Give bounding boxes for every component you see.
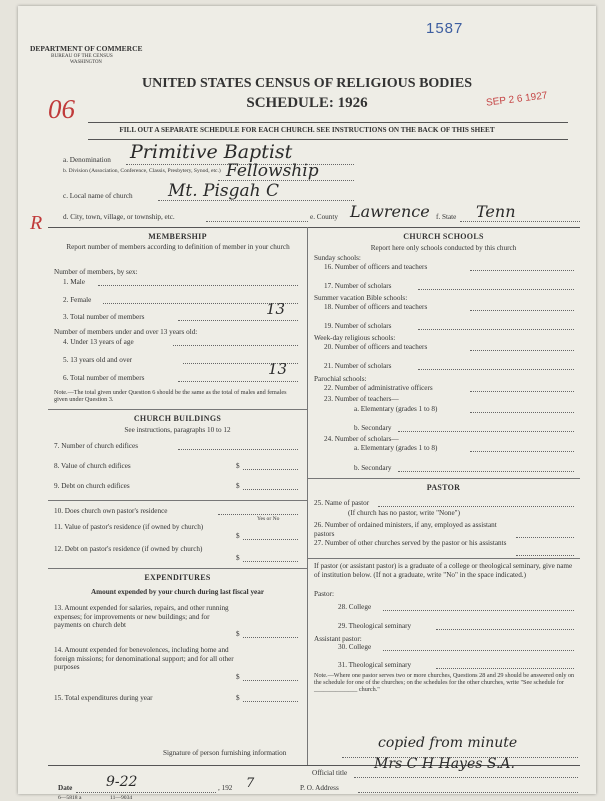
schedule-title: SCHEDULE: 1926: [246, 95, 368, 111]
q16-label: 16. Number of officers and teachers: [324, 263, 428, 271]
q30-label: 30. College: [338, 643, 372, 651]
membership-note: Note.—The total given under Question 6 should be the same as the total of males and females given under Question 3.: [54, 389, 287, 404]
division-label: b. Division (Association, Conference, Classis, Presbytery, Synod, etc.): [63, 168, 221, 174]
department-label: DEPARTMENT OF COMMERCE: [30, 44, 143, 53]
denomination-value: Primitive Baptist: [130, 141, 293, 163]
q14-label: 14. Amount expended for benevolences, including home and foreign missions; for denominational support; and for all other purposes: [54, 646, 234, 672]
handwritten-code: 06: [48, 94, 75, 124]
q28-label: 28. College: [338, 603, 372, 611]
q22-label: 22. Number of administrative officers: [324, 384, 433, 392]
q4-under-13-label: 4. Under 13 years of age: [63, 338, 134, 346]
q21-label: 21. Number of scholars: [324, 362, 392, 370]
q24b-label: b. Secondary: [354, 464, 392, 472]
q8-label: 8. Value of church edifices: [54, 462, 131, 470]
division-value: Fellowship: [226, 161, 319, 181]
yes-no-hint: Yes or No: [257, 516, 280, 522]
bureau-label: BUREAU OF THE CENSUS: [51, 53, 113, 59]
q18-label: 18. Number of officers and teachers: [324, 303, 428, 311]
date-stamp: SEP 2 6 1927: [485, 90, 548, 109]
print-code: 11—9034: [110, 795, 133, 801]
form-code: 6—5818 a: [58, 795, 82, 801]
form-title: UNITED STATES CENSUS OF RELIGIOUS BODIES: [141, 76, 472, 91]
q31-label: 31. Theological seminary: [338, 661, 412, 669]
parochial-schools-label: Parochial schools:: [314, 375, 367, 383]
q23b-label: b. Secondary: [354, 424, 392, 432]
local-name-value: Mt. Pisgah C: [168, 181, 280, 201]
signature-value: copied from minute: [378, 735, 518, 751]
signature-label: Signature of person furnishing information: [163, 749, 287, 757]
county-value: Lawrence: [350, 202, 430, 221]
q27-label: 27. Number of other churches served by the pastor or his assistants: [314, 539, 507, 547]
q14-dollar: $: [236, 673, 240, 681]
pastor-heading: PASTOR: [426, 483, 461, 492]
final-note: Note.—Where one pastor serves two or more churches, Questions 28 and 29 should be answered only on the schedule for one of the churches; on the schedules for the other churches, write "See schedule for ______________ church.": [314, 672, 575, 694]
q2-female-label: 2. Female: [63, 296, 92, 304]
q3-total-value: 13: [266, 300, 286, 318]
assistant-pastor-label: Assistant pastor:: [314, 635, 362, 643]
date-label: Date: [58, 784, 73, 792]
official-title-label: Official title: [312, 769, 348, 777]
graduate-note: If pastor (or assistant pastor) is a graduate of a college or theological seminary, give name of institution below. (If not a graduate, write "No" in the space indicated.): [314, 562, 573, 579]
census-schedule-page: [18, 6, 596, 801]
q25-label: 25. Name of pastor: [314, 499, 370, 507]
members-by-sex-label: Number of members, by sex:: [54, 268, 138, 276]
weekday-schools-label: Week-day religious schools:: [314, 334, 396, 342]
state-value: Tenn: [476, 202, 516, 221]
membership-heading: MEMBERSHIP: [148, 232, 207, 241]
q29-label: 29. Theological seminary: [338, 622, 412, 630]
q12-dollar: $: [236, 554, 240, 562]
schools-subheading: Report here only schools conducted by this church: [370, 244, 517, 252]
q13-label: 13. Amount expended for salaries, repairs, and other running expenses; for improvements or new buildings; and for payments on church debt: [54, 604, 229, 630]
q6-total-value: 13: [268, 360, 288, 378]
membership-subheading: Report number of members according to definition of member in your church: [66, 243, 290, 251]
q20-label: 20. Number of officers and teachers: [324, 343, 428, 351]
sunday-schools-label: Sunday schools:: [314, 254, 361, 262]
city-town-label: d. City, town, village, or township, etc.: [63, 213, 175, 221]
state-label: f. State: [436, 213, 457, 221]
q12-label: 12. Debt on pastor's residence (if owned by church): [54, 545, 203, 553]
q25-note: (If church has no pastor, write "None"): [348, 509, 460, 517]
q3-total-label: 3. Total number of members: [63, 313, 145, 321]
q13-dollar: $: [236, 630, 240, 638]
schools-heading: CHURCH SCHOOLS: [403, 232, 484, 241]
q7-label: 7. Number of church edifices: [54, 442, 139, 450]
pastor-label: Pastor:: [314, 590, 334, 598]
q26-label: 26. Number of ordained ministers, if any, employed as assistant pastors: [314, 521, 497, 538]
instruction-line: FILL OUT A SEPARATE SCHEDULE FOR EACH CHURCH. SEE INSTRUCTIONS ON THE BACK OF THIS SHEET: [119, 126, 495, 134]
local-name-label: c. Local name of church: [63, 192, 133, 200]
q24a-label: a. Elementary (grades 1 to 8): [354, 444, 438, 452]
q15-dollar: $: [236, 694, 240, 702]
buildings-subheading: See instructions, paragraphs 10 to 12: [124, 426, 231, 434]
summer-schools-label: Summer vacation Bible schools:: [314, 294, 408, 302]
city-label: WASHINGTON: [70, 60, 102, 65]
q5-over-13-label: 5. 13 years old and over: [63, 356, 133, 364]
official-title-value: Mrs C H Hayes S.A.: [374, 756, 515, 772]
q9-dollar: $: [236, 482, 240, 490]
q9-label: 9. Debt on church edifices: [54, 482, 130, 490]
q1-male-label: 1. Male: [63, 278, 85, 286]
q23-label: 23. Number of teachers—: [324, 395, 399, 403]
po-address-label: P. O. Address: [300, 784, 339, 792]
county-label: e. County: [310, 213, 338, 221]
q6-total-label: 6. Total number of members: [63, 374, 145, 382]
q8-dollar: $: [236, 462, 240, 470]
q15-label: 15. Total expenditures during year: [54, 694, 153, 702]
q11-dollar: $: [236, 532, 240, 540]
form-number: 1587: [426, 20, 464, 37]
members-age-label: Number of members under and over 13 years old:: [54, 328, 198, 336]
q17-label: 17. Number of scholars: [324, 282, 392, 290]
date-value: 9-22: [106, 774, 138, 790]
expenditures-heading: EXPENDITURES: [144, 573, 211, 582]
expenditures-subheading: Amount expended by your church during last fiscal year: [90, 588, 265, 596]
q19-label: 19. Number of scholars: [324, 322, 392, 330]
q24-label: 24. Number of scholars—: [324, 435, 399, 443]
buildings-heading: CHURCH BUILDINGS: [133, 414, 222, 423]
margin-mark: R: [30, 212, 43, 234]
year-prefix: , 192: [218, 784, 233, 792]
q10-label: 10. Does church own pastor's residence: [54, 507, 168, 515]
year-value: 7: [246, 776, 255, 791]
q23a-label: a. Elementary (grades 1 to 8): [354, 405, 438, 413]
denomination-label: a. Denomination: [63, 156, 111, 164]
q11-label: 11. Value of pastor's residence (if owned by church): [54, 523, 204, 531]
